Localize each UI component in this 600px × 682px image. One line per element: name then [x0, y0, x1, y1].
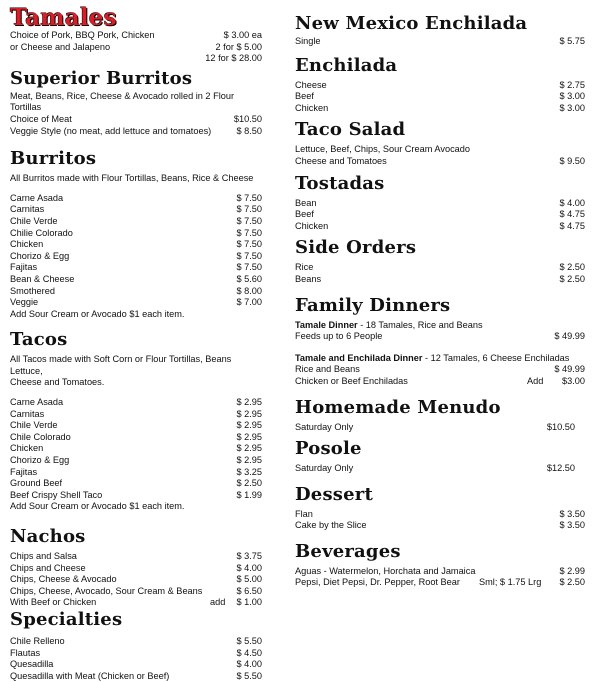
burritos-description: All Burritos made with Flour Tortillas, Beans, Rice & Cheese [10, 173, 254, 184]
menu-item: Chips and Cheese $ 4.00 [10, 562, 262, 573]
menu-item: Choice of Meat $10.50 [10, 113, 262, 124]
menu-item: Cheese $ 2.75 [295, 79, 585, 90]
nachos-title: Nachos [10, 526, 86, 547]
burritos-title: Burritos [10, 148, 97, 170]
menu-item: Chile Verde $ 7.50 [10, 215, 262, 226]
enchilada-title: Enchilada [295, 54, 398, 76]
family-dinners-title: Family Dinners [295, 294, 451, 316]
menu-item: Chips, Cheese, Avocado, Sour Cream & Beans $ 6.50 [10, 585, 262, 596]
menu-item: Flan $ 3.50 [295, 508, 585, 519]
menu-item: Fajitas $ 7.50 [10, 262, 262, 273]
tostadas-title: Tostadas [295, 172, 385, 194]
menu-item: Smothered $ 8.00 [10, 285, 262, 296]
tacos-title: Tacos [10, 329, 68, 351]
tamale-enchilada-dinner-description: Tamale and Enchilada Dinner - 12 Tamales, 6 Cheese Enchiladas [295, 352, 570, 363]
tacos-description-2: Cheese and Tomatoes. [10, 377, 105, 388]
menu-item: Bean & Cheese $ 5.60 [10, 273, 262, 284]
menu-item: Chips, Cheese & Avocado $ 5.00 [10, 574, 262, 585]
menu-item: Veggie Style (no meat, add lettuce and tomatoes) $ 8.50 [10, 125, 262, 136]
menu-item: Veggie $ 7.00 [10, 297, 262, 308]
menu-item: Chile Colorado $ 2.95 [10, 431, 262, 442]
menu-item: Feeds up to 6 People $ 49.99 [295, 331, 585, 342]
dessert-title: Dessert [295, 483, 373, 505]
menu-item: Fajitas $ 3.25 [10, 466, 262, 477]
menu-item: Beef $ 3.00 [295, 91, 585, 102]
menu-item: 12 for $ 28.00 [205, 53, 262, 64]
menu-item: or Cheese and Jalapeno 2 for $ 5.00 [10, 41, 262, 52]
menu-item: Quesadilla with Meat (Chicken or Beef) $ 5.50 [10, 670, 262, 681]
menu-item: Chile Verde $ 2.95 [10, 420, 262, 431]
right-column [295, 14, 585, 589]
menu-item: Chicken $ 4.75 [295, 220, 585, 231]
menu-item: Beef $ 4.75 [295, 209, 585, 220]
posole-title: Posole [295, 438, 362, 460]
menu-item: Carne Asada $ 2.95 [10, 397, 262, 408]
menu-item: Chorizo & Egg $ 7.50 [10, 250, 262, 261]
menu-item: Cake by the Slice $ 3.50 [295, 520, 585, 531]
menu-item: Pepsi, Diet Pepsi, Dr. Pepper, Root Bear Sml; $ 1.75 Lrg $ 2.50 [295, 577, 585, 588]
menu-item: Bean $ 4.00 [295, 197, 585, 208]
menudo-title: Homemade Menudo [295, 396, 501, 418]
menu-item: Beef Crispy Shell Taco $ 1.99 [10, 489, 262, 500]
menu-item: Saturday Only $10.50 [295, 421, 575, 432]
menu-item: Chips and Salsa $ 3.75 [10, 551, 262, 561]
menu-item: Cheese and Tomatoes $ 9.50 [295, 155, 585, 166]
menu-item: Chicken $ 2.95 [10, 443, 262, 454]
menu-item: Choice of Pork, BBQ Pork, Chicken $ 3.00 ea [10, 30, 262, 40]
side-orders-title: Side Orders [295, 237, 417, 259]
taco-salad-title: Taco Salad [295, 119, 406, 141]
superior-burritos-title: Superior Burritos [10, 67, 193, 89]
menu-item: Carnitas $ 2.95 [10, 408, 262, 419]
menu-item: Chicken or Beef Enchiladas Add $3.00 [295, 375, 585, 386]
left-column [10, 6, 262, 682]
superior-burritos-description: Meat, Beans, Rice, Cheese & Avocado rolled in 2 Flour Tortillas [10, 90, 235, 113]
menu-item: Chicken $ 7.50 [10, 239, 262, 250]
menu-item: Aguas - Watermelon, Horchata and Jamaica $ 2.99 [295, 565, 585, 576]
menu-item: Chorizo & Egg $ 2.95 [10, 455, 262, 466]
menu-item: Chile Relleno $ 5.50 [10, 635, 262, 646]
tamale-dinner-description: Tamale Dinner - 18 Tamales, Rice and Beans [295, 319, 483, 330]
specialties-title: Specialties [10, 608, 123, 630]
menu-item: Rice $ 2.50 [295, 262, 585, 273]
menu-item: Ground Beef $ 2.50 [10, 478, 262, 489]
menu-item: Beans $ 2.50 [295, 273, 585, 284]
menu-item: Quesadilla $ 4.00 [10, 659, 262, 670]
menu-item: Chicken $ 3.00 [295, 102, 585, 113]
beverages-title: Beverages [295, 540, 401, 562]
menu-item: Single $ 5.75 [295, 36, 585, 46]
tamales-title: Tamales [10, 4, 117, 31]
burritos-note: Add Sour Cream or Avocado $1 each item. [10, 308, 185, 319]
menu-item: Saturday Only $12.50 [295, 463, 575, 474]
menu-item: Chilie Colorado $ 7.50 [10, 227, 262, 238]
menu-item: Flautas $ 4.50 [10, 647, 262, 658]
tacos-note: Add Sour Cream or Avocado $1 each item. [10, 501, 185, 512]
menu-item: With Beef or Chicken add $ 1.00 [10, 597, 262, 608]
tamales-list [10, 30, 262, 65]
menu-item: Carnitas $ 7.50 [10, 204, 262, 215]
nm-enchilada-title: New Mexico Enchilada [295, 13, 528, 34]
menu-item: Carne Asada $ 7.50 [10, 192, 262, 203]
tacos-description: All Tacos made with Soft Corn or Flour Tortillas, Beans Lettuce, [10, 354, 232, 376]
menu-item: Rice and Beans $ 49.99 [295, 364, 585, 375]
taco-salad-description: Lettuce, Beef, Chips, Sour Cream Avocado [295, 144, 471, 155]
